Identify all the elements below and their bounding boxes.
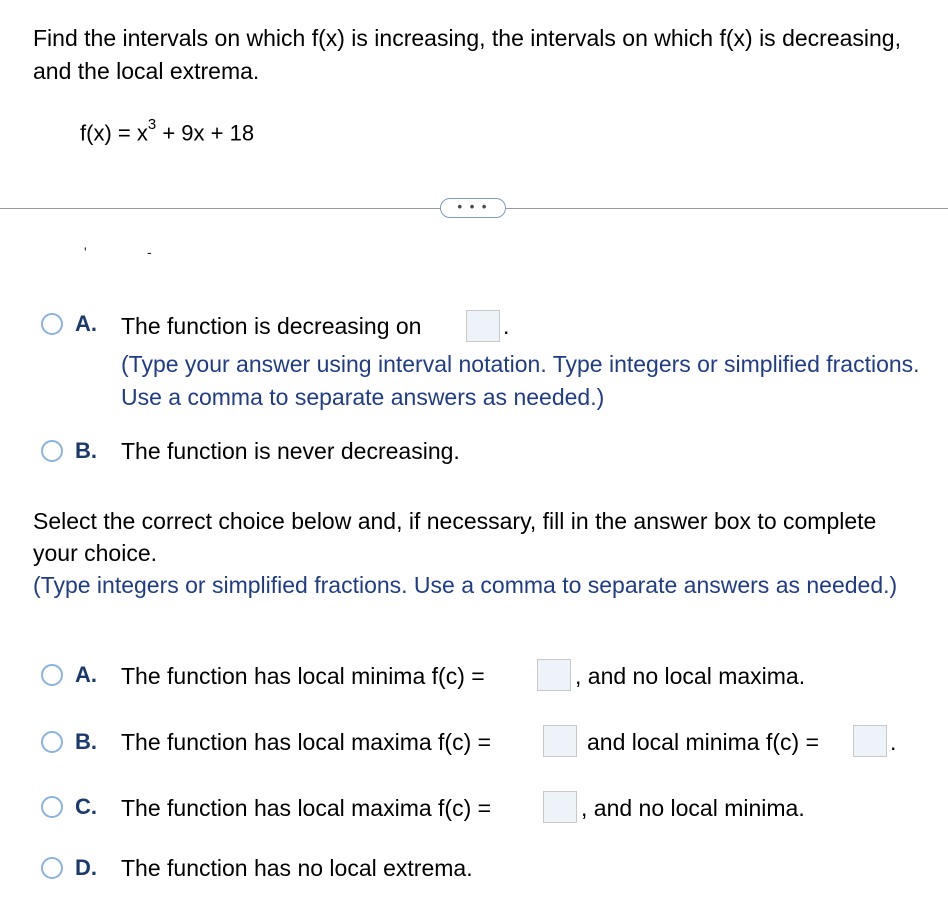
- local-maxima-input-c[interactable]: [543, 791, 577, 823]
- extrema-option-b-middle: and local minima f(c) =: [587, 729, 819, 755]
- extrema-option-b-text: The function has local maxima f(c) =: [121, 729, 492, 755]
- extrema-option-a-letter: A.: [75, 662, 97, 687]
- extrema-option-d-text: The function has no local extrema.: [121, 855, 473, 881]
- truncated-text-fragment: ': [84, 244, 87, 260]
- decreasing-option-b-text: The function is never decreasing.: [121, 438, 460, 464]
- extrema-option-c-radio[interactable]: [41, 796, 63, 818]
- decreasing-option-a-radio[interactable]: [41, 313, 63, 335]
- decreasing-option-b-radio[interactable]: [41, 440, 63, 462]
- extrema-option-c-text: The function has local maxima f(c) =: [121, 795, 492, 821]
- extrema-option-a-after: , and no local maxima.: [575, 663, 806, 689]
- extrema-option-b-radio[interactable]: [41, 731, 63, 753]
- extrema-option-d-letter: D.: [75, 855, 97, 880]
- function-lhs: f(x) = x: [80, 120, 148, 146]
- show-more-button[interactable]: • • •: [440, 198, 506, 218]
- decreasing-hint: (Type your answer using interval notation. Type integers or simplified fractions. Use a comma to separate answers as needed.): [121, 351, 920, 410]
- extrema-option-d-radio[interactable]: [41, 857, 63, 879]
- question-prompt: Find the intervals on which f(x) is increasing, the intervals on which f(x) is decreasing, and the local extrema.: [33, 25, 901, 84]
- decreasing-interval-input[interactable]: [466, 310, 500, 342]
- extrema-hint: (Type integers or simplified fractions. Use a comma to separate answers as needed.): [33, 572, 898, 598]
- extrema-option-a-radio[interactable]: [41, 664, 63, 686]
- decreasing-option-a-text: The function is decreasing on: [121, 313, 422, 339]
- local-maxima-input-b[interactable]: [543, 725, 577, 757]
- decreasing-option-a-letter: A.: [75, 311, 97, 336]
- extrema-option-b-letter: B.: [75, 729, 97, 754]
- extrema-option-c-after: , and no local minima.: [581, 795, 805, 821]
- truncated-text-fragment: -: [147, 244, 152, 260]
- function-definition: [80, 116, 255, 146]
- extrema-instruction: Select the correct choice below and, if necessary, fill in the answer box to complete your choice.: [33, 508, 877, 566]
- decreasing-option-a-suffix: .: [503, 313, 510, 339]
- local-minima-input-b[interactable]: [853, 725, 887, 757]
- decreasing-option-b-letter: B.: [75, 438, 97, 463]
- local-minima-input-a[interactable]: [537, 659, 571, 691]
- extrema-option-a-text: The function has local minima f(c) =: [121, 663, 485, 689]
- function-exponent: 3: [147, 116, 157, 133]
- extrema-option-b-suffix: .: [890, 729, 897, 755]
- extrema-option-c-letter: C.: [75, 794, 97, 819]
- function-rest: + 9x + 18: [162, 120, 255, 146]
